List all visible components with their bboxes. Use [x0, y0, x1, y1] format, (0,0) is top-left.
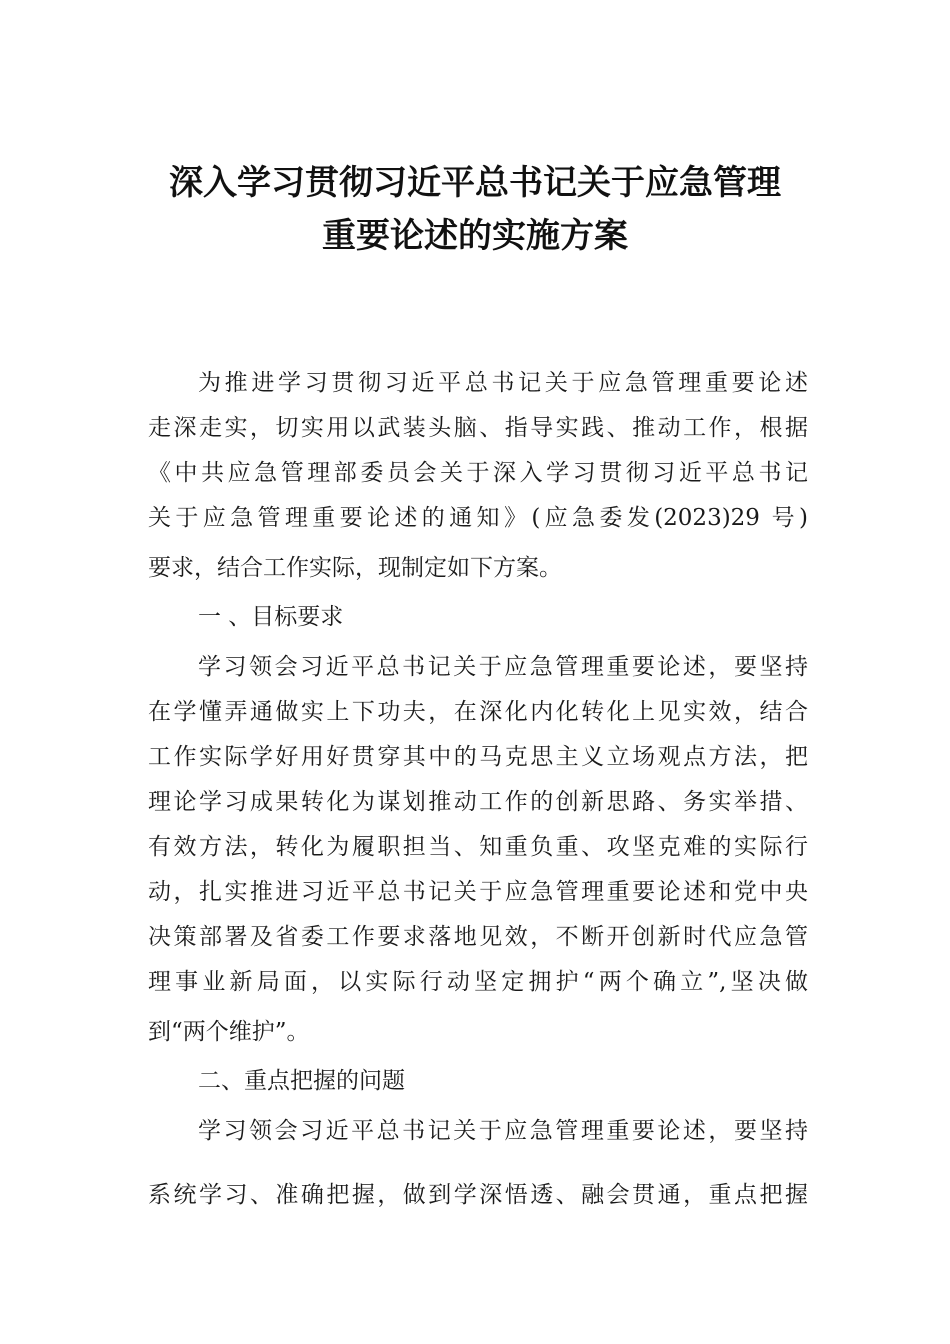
body-line: 系统学习、准确把握，做到学深悟透、融会贯通，重点把握: [148, 1182, 808, 1208]
body-line: 学习领会习近平总书记关于应急管理重要论述，要坚持: [198, 1118, 808, 1144]
body-line: 理论学习成果转化为谋划推动工作的创新思路、务实举措、: [148, 789, 808, 815]
body-line: 《中共应急管理部委员会关于深入学习贯彻习近平总书记: [148, 460, 808, 486]
body-line: 到“两个维护”。: [148, 1019, 310, 1045]
section-heading: 二、重点把握的问题: [198, 1068, 405, 1094]
body-line: 走深走实，切实用以武装头脑、指导实践、推动工作，根据: [148, 415, 808, 441]
body-line: 关于应急管理重要论述的通知》(应急委发(2023)29 号): [148, 505, 808, 531]
body-line: 理事业新局面，以实际行动坚定拥护“两个确立”,坚决做: [148, 969, 808, 995]
body-line: 在学懂弄通做实上下功夫，在深化内化转化上见实效，结合: [148, 699, 808, 725]
body-line: 动，扎实推进习近平总书记关于应急管理重要论述和党中央: [148, 879, 808, 905]
body-line: 工作实际学好用好贯穿其中的马克思主义立场观点方法，把: [148, 744, 808, 770]
body-line: 决策部署及省委工作要求落地见效，不断开创新时代应急管: [148, 924, 808, 950]
document-title-line-1: 深入学习贯彻习近平总书记关于应急管理: [169, 162, 781, 203]
section-heading: 一 、目标要求: [198, 604, 344, 630]
body-line: 为推进学习贯彻习近平总书记关于应急管理重要论述: [198, 370, 808, 396]
document-title-line-2: 重要论述的实施方案: [322, 215, 628, 256]
body-line: 学习领会习近平总书记关于应急管理重要论述，要坚持: [198, 654, 808, 680]
body-line: 要求，结合工作实际，现制定如下方案。: [148, 555, 562, 581]
body-line: 有效方法，转化为履职担当、知重负重、攻坚克难的实际行: [148, 834, 808, 860]
